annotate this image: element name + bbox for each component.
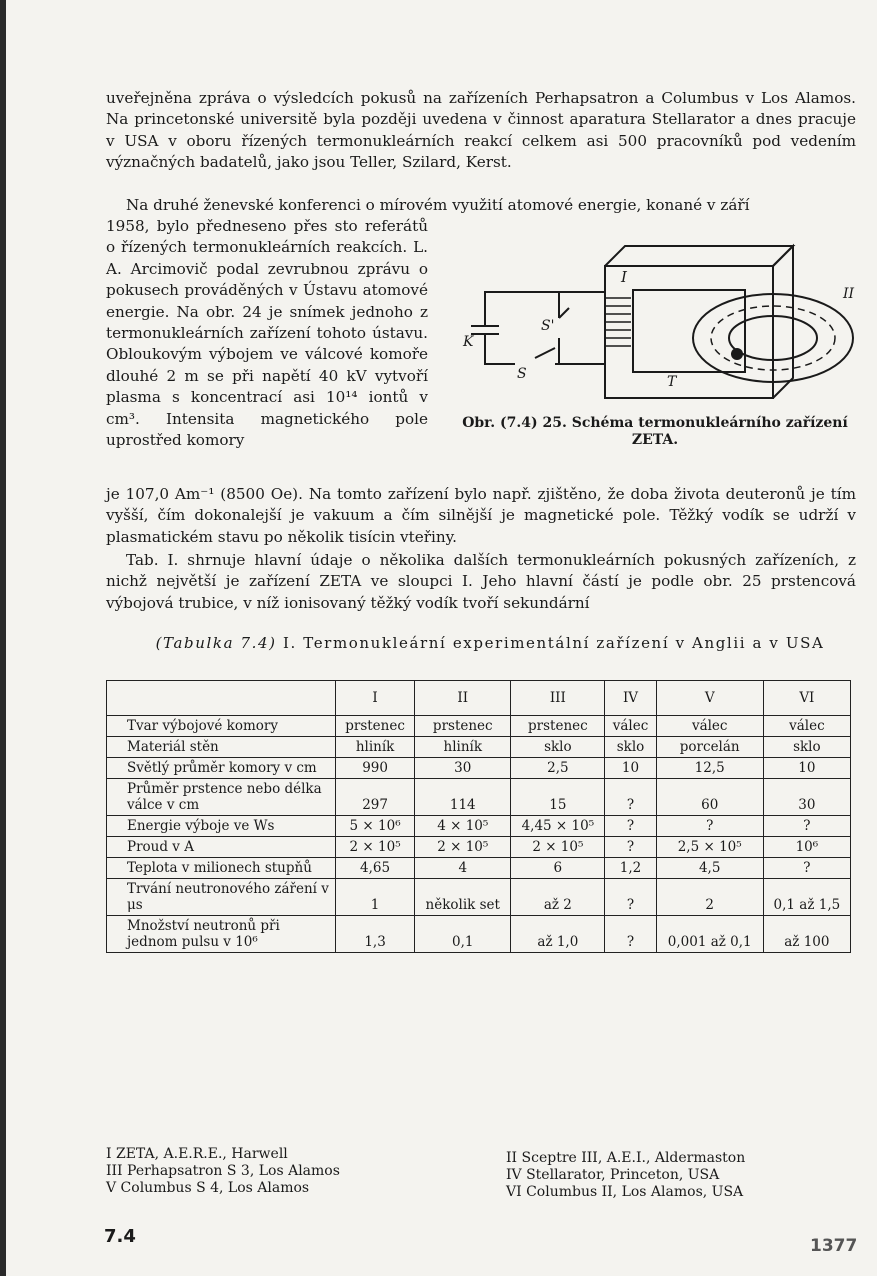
paragraph-table-intro: Tab. I. shrnuje hlavní údaje o několika dalších termonukleárních pokusných zařízeních, z nichž největší je zařízení ZETA ve sloupci I. Jeho hlavní částí je podle obr. 25 prstencová výbojová trubice, v níž ionisovaný těžký vodík tvoří sekundární [106,551,856,612]
row-label: Tvar výbojové komory [107,716,336,737]
row-label: Materiál stěn [107,737,336,758]
table-cell: 0,001 až 0,1 [656,916,763,953]
table-cell: 10⁶ [763,837,850,858]
table-cell: ? [605,837,656,858]
table-cell: 60 [656,779,763,816]
legend-item: V Columbus S 4, Los Alamos [106,1180,310,1196]
table-cell: až 1,0 [511,916,605,953]
table-cell: prstenec [511,716,605,737]
table-cell: 2,5 [511,758,605,779]
table-cell: porcelán [656,737,763,758]
label-I: I [621,268,627,286]
label-II: II [843,286,855,302]
header-cell: V [656,681,763,716]
header-cell: II [415,681,511,716]
table-cell: 12,5 [656,758,763,779]
row-label: Průměr prstence nebo délka válce v cm [107,779,336,816]
label-S: S [517,366,527,382]
table-cell: 0,1 [415,916,511,953]
paragraph-geneva-continued: je 107,0 Am⁻¹ (8500 Oe). Na tomto zařízení bylo např. zjištěno, že doba života deuteronů je tím vyšší, čím dokonalejší je vakuum a čím silnější je magnetické pole. Těžký vodík se udrží v plasmatickém stavu po několik tisícin vteřiny. [106,485,856,546]
table-cell: 4 [415,858,511,879]
table-cell: 4,45 × 10⁵ [511,816,605,837]
label-S-prime: S' [541,318,555,334]
wrapped-text-block [106,216,428,451]
row-label: Proud v A [107,837,336,858]
table-row [107,879,851,916]
header-cell: I [336,681,415,716]
switch-s-prime [559,308,569,318]
table-cell: ? [656,816,763,837]
legend-item: I ZETA, A.E.R.E., Harwell [106,1146,288,1162]
table-row [107,858,851,879]
paragraph-geneva-wrapped: 1958, bylo předneseno přes sto referátů o řízených termonukleárních reakcích. L. A. Arcimovič podal zevrubnou zprávu o pokusech prováděných v Ústavu atomové energie. Na obr. 24 je snímek jednoho z termonukleárních zařízení tohoto ústavu. Obloukovým výbojem ve válcové komoře dlouhé 2 m se při napětí 40 kV vytvoří plasma s koncentrací asi 10¹⁴ iontů v cm³. Intensita magnetického pole uprostřed komory [106,217,428,450]
table-cell: ? [763,816,850,837]
table-cell: sklo [763,737,850,758]
spark-gap [731,348,743,360]
table-cell: 990 [336,758,415,779]
capacitor-plates [471,326,499,334]
header-cell [107,681,336,716]
table-cell: 2 × 10⁵ [336,837,415,858]
page-number: 1377 [810,1236,858,1256]
table-cell: ? [605,816,656,837]
table-cell: ? [605,879,656,916]
table-cell: 2 × 10⁵ [511,837,605,858]
table-cell: několik set [415,879,511,916]
table-cell: 1,2 [605,858,656,879]
table-cell: 2 × 10⁵ [415,837,511,858]
section-number: 7.4 [104,1226,136,1247]
table-cell: 4 × 10⁵ [415,816,511,837]
table-cell: 30 [415,758,511,779]
table-cell: 2 [656,879,763,916]
table-cell: ? [763,858,850,879]
label-T: T [667,374,677,390]
legend-item: III Perhapsatron S 3, Los Alamos [106,1163,340,1179]
primary-coil [605,298,631,346]
table-cell: 15 [511,779,605,816]
table-cell: až 2 [511,879,605,916]
page-edge-shadow [0,0,6,1276]
table-row [107,758,851,779]
row-label: Energie výboje ve Ws [107,816,336,837]
table-cell: ? [605,779,656,816]
legend-item: II Sceptre III, A.E.I., Aldermaston [506,1150,746,1166]
table-cell: 1 [336,879,415,916]
zeta-schematic-figure [455,238,855,408]
table-header-row [107,681,851,716]
header-cell: IV [605,681,656,716]
header-cell: III [511,681,605,716]
table-cell: 1,3 [336,916,415,953]
table-cell: 10 [763,758,850,779]
table-cell: až 100 [763,916,850,953]
table-cell: 2,5 × 10⁵ [656,837,763,858]
table-cell: hliník [415,737,511,758]
table-cell: válec [605,716,656,737]
table-title-prefix: (Tabulka 7.4) [155,634,277,652]
table-cell: ? [605,916,656,953]
table-cell: hliník [336,737,415,758]
table-row [107,916,851,953]
devices-table [106,680,851,953]
row-label: Množství neutronů při jednom pulsu v 10⁶ [107,916,336,953]
table-cell: válec [656,716,763,737]
table-title [130,634,850,652]
table-cell: sklo [511,737,605,758]
table-cell: 114 [415,779,511,816]
table-cell: sklo [605,737,656,758]
table-cell: válec [763,716,850,737]
row-label: Trvání neutronového záření v μs [107,879,336,916]
table-cell: 4,65 [336,858,415,879]
table-row [107,816,851,837]
core-side-face [773,246,793,398]
table-row [107,737,851,758]
row-label: Světlý průměr komory v cm [107,758,336,779]
table-cell: 5 × 10⁶ [336,816,415,837]
paragraph-intro: uveřejněna zpráva o výsledcích pokusů na zařízeních Perhapsatron a Columbus v Los Alamos. Na princetonské universitě byla později uvedena v činnost aparatura Stellarator a dnes pracuje v USA v oboru řízených termonukleárních reakcí celkem asi 500 pracovníků pod vedením význačných badatelů, jako jsou Teller, Szilard, Kerst. [106,89,856,172]
legend-right [506,1150,846,1201]
header-cell: VI [763,681,850,716]
core-outline [605,266,773,398]
label-K: K [463,334,474,350]
figure-caption: Obr. (7.4) 25. Schéma termonukleárního zařízení ZETA. [462,415,848,448]
paragraph-geneva-first-line: Na druhé ženevské konferenci o mírovém využití atomové energie, konané v září [126,196,750,214]
table-cell: prstenec [336,716,415,737]
table-title-text: I. Termonukleární experimentální zařízení v Anglii a v USA [283,634,825,652]
legend-left [106,1146,476,1197]
row-label: Teplota v milionech stupňů [107,858,336,879]
table-cell: prstenec [415,716,511,737]
table-cell: 6 [511,858,605,879]
table-cell: 10 [605,758,656,779]
core-top-face [605,246,793,266]
legend-item: VI Columbus II, Los Alamos, USA [506,1184,744,1200]
table-cell: 30 [763,779,850,816]
table-row [107,837,851,858]
legend-item: IV Stellarator, Princeton, USA [506,1167,720,1183]
table-row [107,716,851,737]
table-cell: 297 [336,779,415,816]
table-cell: 4,5 [656,858,763,879]
table-cell: 0,1 až 1,5 [763,879,850,916]
table-row [107,779,851,816]
